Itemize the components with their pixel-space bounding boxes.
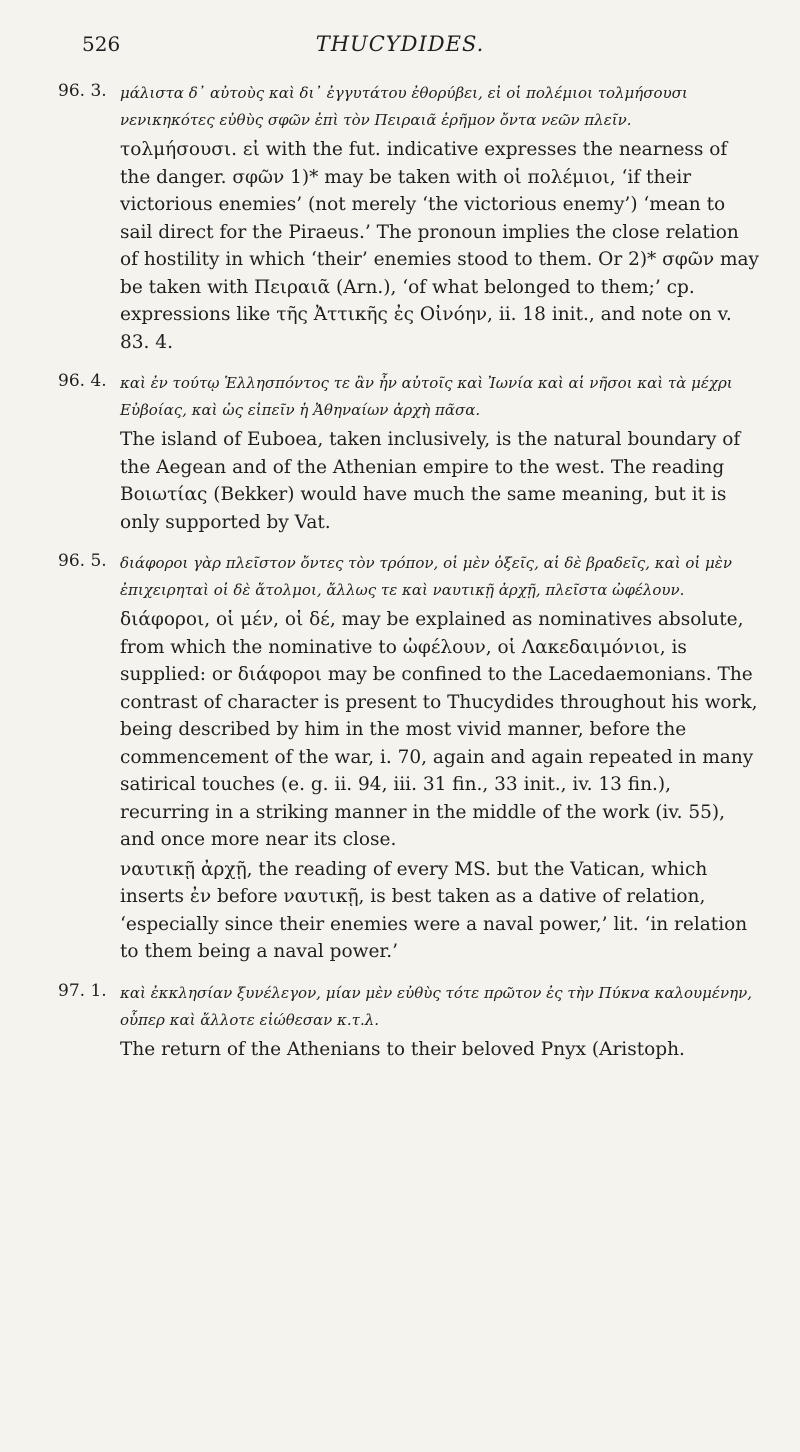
- note-paragraph: ναυτικῇ ἀρχῇ, the reading of every MS. but the Vatican, which inserts ἐν before ναυτικῇ, is best taken as a dative of relation, ‘especially since their enemies were a naval power,’ lit. ‘in relation to them being a naval power.’: [120, 858, 748, 962]
- greek-lemma: μάλιστα δ᾽ αὐτοὺς καὶ δι᾽ ἐγγυτάτου ἐθορύβει, εἰ οἱ πολέμιοι τολμήσουσι νενικηκότες εὐθὺς σφῶν ἐπὶ τὸν Πειραιᾶ ἐρῆμον ὄντα νεῶν πλεῖν.: [120, 84, 688, 129]
- greek-lemma: καὶ ἐκκλησίαν ξυνέλεγον, μίαν μὲν εὐθὺς τότε πρῶτον ἐς τὴν Πύκνα καλουμένην, οὗπερ καὶ ἄλλοτε εἰώθεσαν κ.τ.λ.: [120, 983, 752, 1029]
- commentary-note: [60, 980, 760, 1064]
- note-paragraph: The island of Euboea, taken inclusively, is the natural boundary of the Aegean and of the Athenian empire to the west. The reading Βοιωτίας (Bekker) would have much the same meaning, but it is only supported by Vat.: [120, 429, 741, 533]
- page-number: 526: [82, 32, 121, 56]
- running-title: THUCYDIDES.: [315, 32, 485, 56]
- note-reference: 96. 4.: [58, 371, 107, 391]
- commentary-note: [60, 550, 760, 966]
- note-paragraph: τολμήσουσι. εἰ with the fut. indicative expresses the nearness of the danger. σφῶν 1)* may be taken with οἱ πολέμιοι, ‘if their victorious enemies’ (not merely ‘the victorious enemy’) ‘mean to sail direct for the Piraeus.’ The pronoun implies the close relation of hostility in which ‘their’ enemies stood to them. Or 2)* σφῶν may be taken with Πειραιᾶ (Arn.), ‘of what belonged to them;’ cp. expressions like τῆς Ἀττικῆς ἐς Οἰνόην, ii. 18 init., and note on v. 83. 4.: [120, 139, 759, 353]
- page-header: [0, 32, 800, 62]
- greek-lemma: καὶ ἐν τούτῳ Ἑλλησπόντος τε ἂν ἦν αὐτοῖς καὶ Ἰωνία καὶ αἱ νῆσοι καὶ τὰ μέχρι Εὐβοίας, καὶ ὡς εἰπεῖν ἡ Ἀθηναίων ἀρχὴ πᾶσα.: [120, 374, 733, 419]
- note-reference: 96. 3.: [58, 81, 107, 101]
- note-reference: 96. 5.: [58, 551, 107, 571]
- commentary-body: [60, 80, 760, 1077]
- greek-lemma: διάφοροι γὰρ πλεῖστον ὄντες τὸν τρόπον, οἱ μὲν ὀξεῖς, αἱ δὲ βραδεῖς, καὶ οἱ μὲν ἐπιχειρηταὶ οἱ δὲ ἄτολμοι, ἄλλως τε καὶ ναυτικῇ ἀρχῇ, πλεῖστα ὠφέλουν.: [120, 554, 732, 599]
- note-paragraph: διάφοροι, οἱ μέν, οἱ δέ, may be explained as nominatives absolute, from which the nominative to ὠφέλουν, οἱ Λακεδαιμόνιοι, is supplied: or διάφοροι may be confined to the Lacedaemonians. The contrast of character is present to Thucydides throughout his work, being described by him in the most vivid manner, before the commencement of the war, i. 70, again and again repeated in many satirical touches (e. g. ii. 94, iii. 31 fin., 33 init., iv. 13 fin.), recurring in a striking manner in the middle of the work (iv. 55), and once more near its close.: [120, 609, 758, 850]
- note-paragraph: The return of the Athenians to their beloved Pnyx (Aristoph.: [120, 1038, 685, 1060]
- commentary-note: [60, 80, 760, 356]
- commentary-note: [60, 370, 760, 536]
- note-reference: 97. 1.: [58, 980, 107, 1001]
